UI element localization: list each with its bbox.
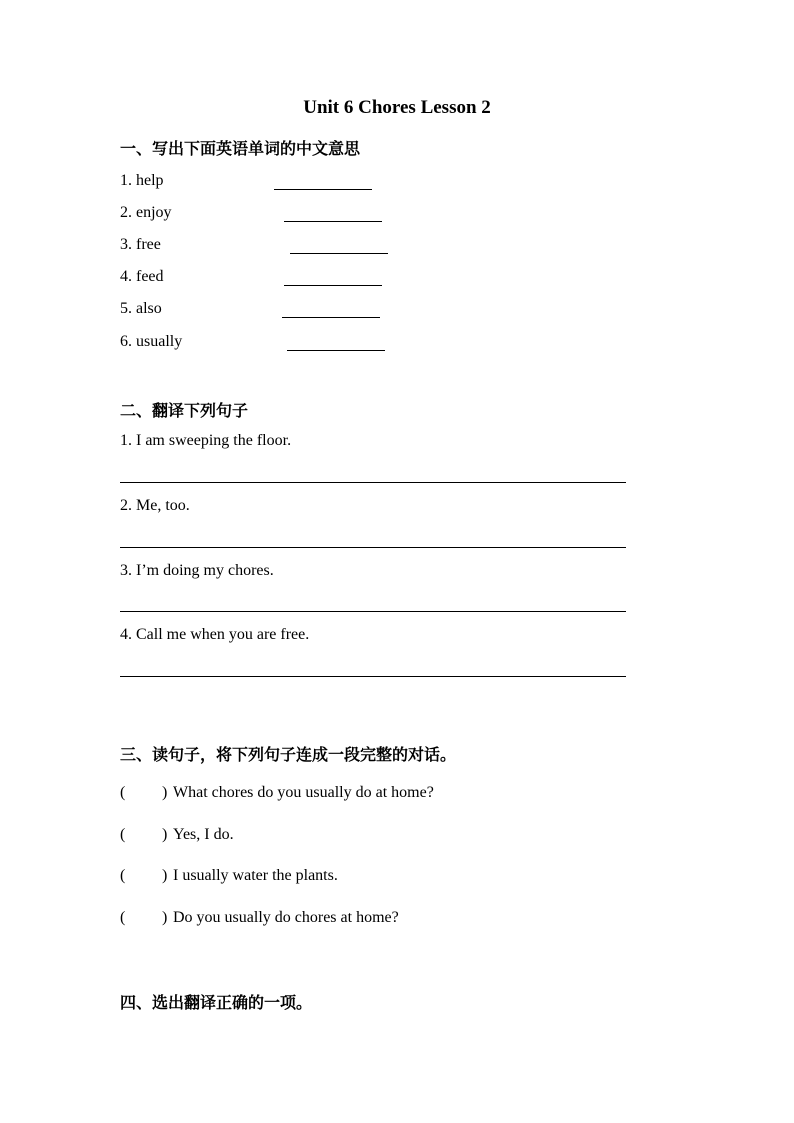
answer-blank-5[interactable] bbox=[282, 317, 380, 318]
dialogue-text: What chores do you usually do at home? bbox=[173, 784, 434, 801]
order-slot-close: ) bbox=[162, 826, 168, 843]
word-item-feed: 4. feed bbox=[120, 268, 164, 285]
word-item-also: 5. also bbox=[120, 300, 162, 317]
order-slot-open[interactable]: ( bbox=[120, 909, 126, 926]
section-3-heading: 三、读句子，将下列句子连成一段完整的对话。 bbox=[120, 745, 457, 764]
order-slot-open[interactable]: ( bbox=[120, 784, 126, 801]
answer-blank-4[interactable] bbox=[284, 285, 382, 286]
order-slot-close: ) bbox=[162, 867, 168, 884]
answer-blank-1[interactable] bbox=[274, 189, 372, 190]
word-item-enjoy: 2. enjoy bbox=[120, 204, 172, 221]
answer-line-2[interactable] bbox=[120, 547, 626, 548]
answer-blank-2[interactable] bbox=[284, 221, 382, 222]
word-item-usually: 6. usually bbox=[120, 333, 183, 350]
answer-line-1[interactable] bbox=[120, 482, 626, 483]
dialogue-text: Yes, I do. bbox=[173, 826, 234, 843]
word-item-help: 1. help bbox=[120, 172, 164, 189]
sentence-item-4: 4. Call me when you are free. bbox=[120, 626, 310, 643]
order-slot-open[interactable]: ( bbox=[120, 867, 126, 884]
page-title: Unit 6 Chores Lesson 2 bbox=[303, 97, 491, 118]
answer-blank-6[interactable] bbox=[287, 350, 385, 351]
sentence-item-3: 3. I’m doing my chores. bbox=[120, 562, 274, 579]
dialogue-text: Do you usually do chores at home? bbox=[173, 909, 399, 926]
sentence-item-2: 2. Me, too. bbox=[120, 497, 190, 514]
word-item-free: 3. free bbox=[120, 236, 161, 253]
answer-line-4[interactable] bbox=[120, 676, 626, 677]
order-slot-close: ) bbox=[162, 909, 168, 926]
order-slot-open[interactable]: ( bbox=[120, 826, 126, 843]
answer-blank-3[interactable] bbox=[290, 253, 388, 254]
order-slot-close: ) bbox=[162, 784, 168, 801]
dialogue-text: I usually water the plants. bbox=[173, 867, 338, 884]
section-1-heading: 一、写出下面英语单词的中文意思 bbox=[120, 139, 361, 158]
answer-line-3[interactable] bbox=[120, 611, 626, 612]
section-2-heading: 二、翻译下列句子 bbox=[120, 401, 249, 420]
sentence-item-1: 1. I am sweeping the floor. bbox=[120, 432, 292, 449]
section-4-heading: 四、选出翻译正确的一项。 bbox=[120, 993, 313, 1012]
